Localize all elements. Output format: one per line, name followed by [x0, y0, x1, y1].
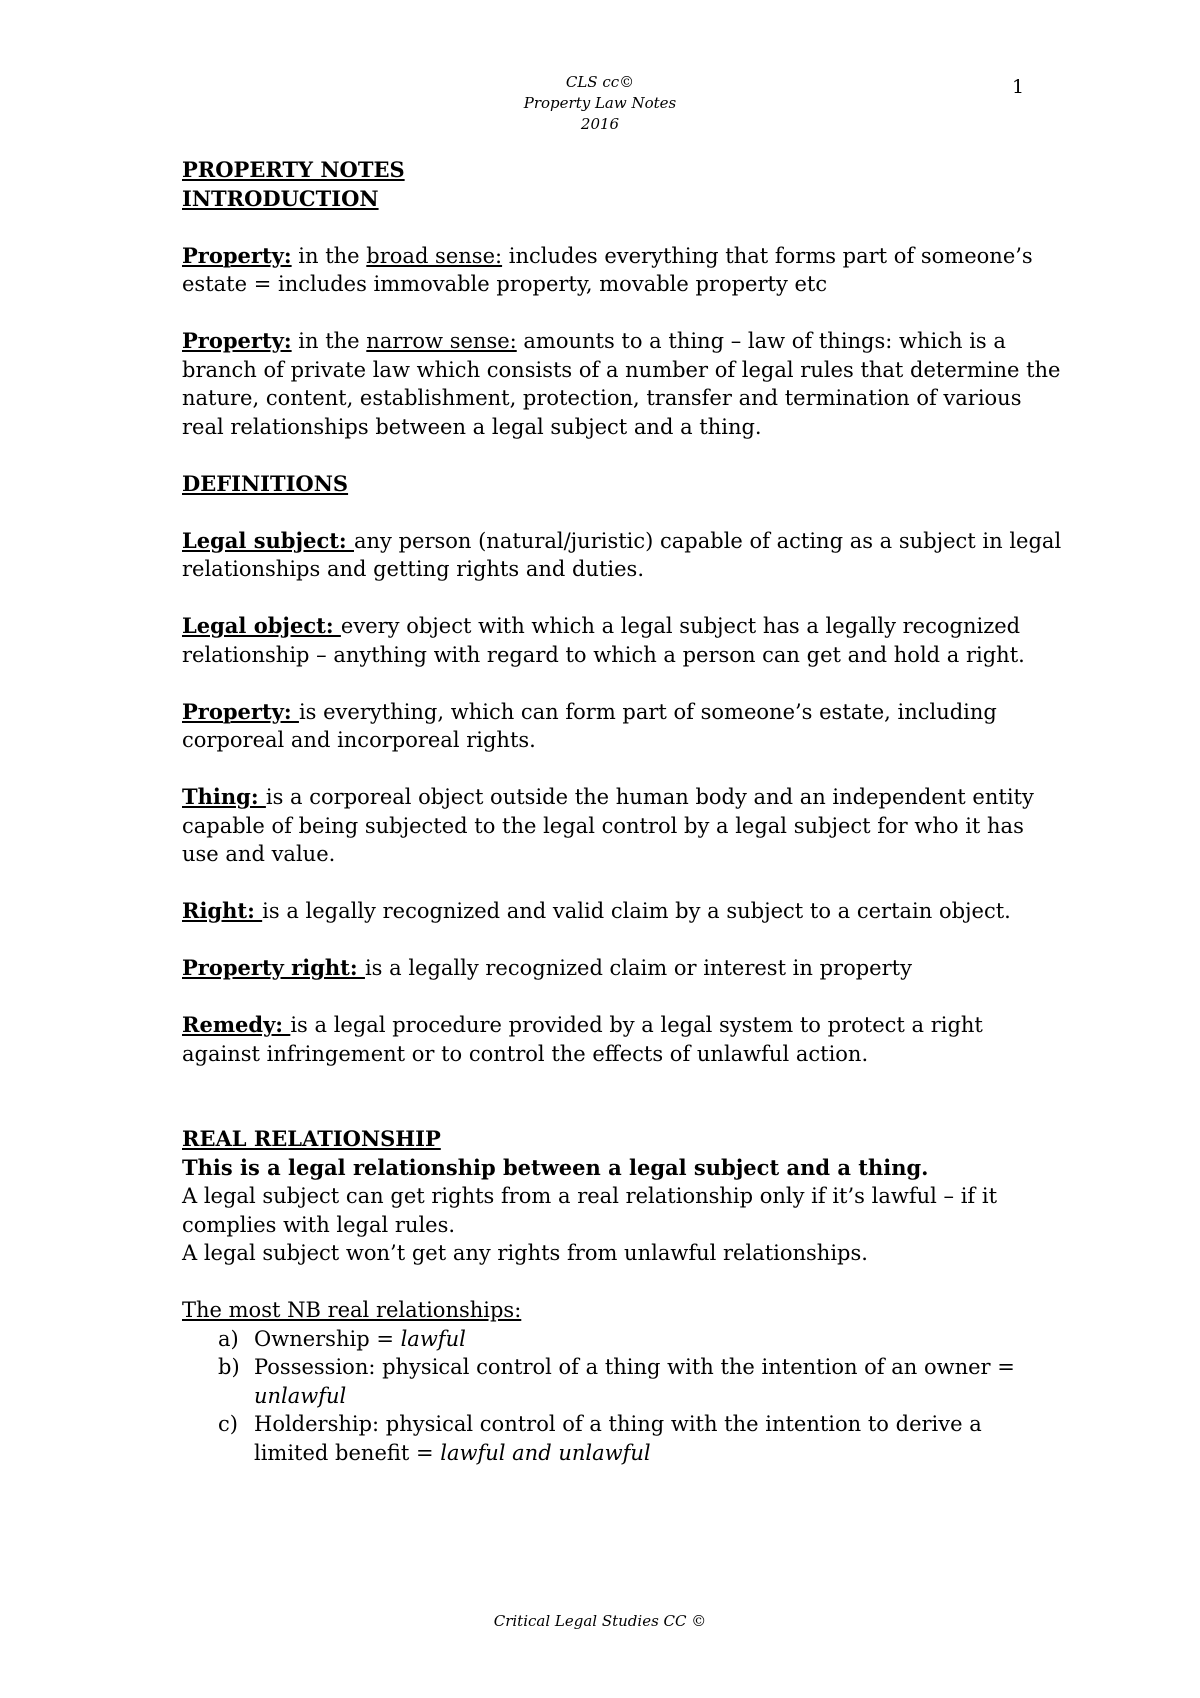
definition-text: is a corporeal object outside the human body and an independent entity capable of being subjected to the legal control by a legal subject for who it has use and value.	[182, 785, 1034, 866]
document-body	[182, 156, 1062, 1467]
heading-real-relationship: REAL RELATIONSHIP	[182, 1126, 441, 1151]
heading-definitions: DEFINITIONS	[182, 470, 349, 496]
definition-right	[182, 897, 1062, 926]
definition-text: every object with which a legal subject has a legally recognized relationship – anything with regard to which a person can get and hold a right.	[182, 614, 1025, 667]
header-company: CLS cc©	[565, 73, 635, 91]
list-item: a) Ownership = lawful	[254, 1325, 1062, 1354]
definition-legal-object	[182, 612, 1062, 669]
definition-term: Remedy:	[182, 1012, 291, 1037]
intro-paragraph-broad: Property: in the broad sense: includes everything that forms part of someone’s estate = includes immovable property, movable property etc	[182, 242, 1033, 296]
definition-remedy	[182, 1011, 1062, 1068]
real-relationship-unlawful-note: A legal subject won’t get any rights from unlawful relationships.	[182, 1241, 868, 1265]
definition-property-right	[182, 954, 1062, 983]
definition-term: Legal subject:	[182, 527, 354, 553]
term-property: Property:	[182, 328, 292, 353]
definition-text: any person (natural/juristic) capable of acting as a subject in legal relationships and getting rights and duties.	[182, 528, 1062, 581]
relationships-list	[182, 1325, 1062, 1468]
real-relationship-definition: This is a legal relationship between a legal subject and a thing.	[182, 1154, 929, 1180]
definition-text: is a legally recognized and valid claim by a subject to a certain object.	[262, 899, 1011, 923]
page-number: 1	[1012, 76, 1025, 98]
definition-term: Thing:	[182, 784, 266, 809]
definition-legal-subject	[182, 527, 1062, 584]
header-year: 2016	[580, 115, 620, 133]
heading-introduction: INTRODUCTION	[182, 185, 379, 211]
definition-term: Legal object:	[182, 613, 341, 638]
list-item: b) Possession: physical control of a thing with the intention of an owner = unlawful	[218, 1355, 1015, 1408]
qualifier: lawful	[400, 1326, 466, 1351]
list-marker: a)	[218, 1326, 239, 1351]
relationships-list-title: The most NB real relationships:	[182, 1298, 522, 1322]
list-marker: c)	[218, 1412, 238, 1436]
broad-sense-label: broad sense:	[366, 243, 503, 268]
narrow-sense-label: narrow sense:	[366, 329, 517, 353]
real-relationship-lawful-note: A legal subject can get rights from a real relationship only if it’s lawful – if it complies with legal rules.	[182, 1184, 998, 1237]
definition-text: is a legal procedure provided by a legal system to protect a right against infringement or to control the effects of unlawful action.	[182, 1013, 983, 1066]
intro-paragraph-narrow: Property: in the narrow sense: amounts to a thing – law of things: which is a branch of private law which consists of a number of legal rules that determine the nature, content, establishment, protection, transfer and termination of various real relationships between a legal subject and a thing.	[182, 328, 1061, 439]
qualifier: unlawful	[254, 1383, 347, 1408]
heading-property-notes: PROPERTY NOTES	[182, 157, 405, 182]
definition-property	[182, 698, 1062, 755]
definition-text: is everything, which can form part of someone’s estate, including corporeal and incorporeal rights.	[182, 699, 997, 752]
definition-term: Right:	[182, 898, 263, 923]
definition-term: Property:	[182, 698, 299, 724]
page-footer: Critical Legal Studies CC ©	[493, 1612, 707, 1630]
list-marker: b)	[218, 1355, 240, 1379]
term-property: Property:	[182, 242, 292, 268]
definition-text: is a legally recognized claim or interest in property	[364, 956, 912, 980]
definition-thing	[182, 783, 1062, 869]
qualifier: lawful and unlawful	[440, 1440, 651, 1465]
list-item: c) Holdership: physical control of a thing with the intention to derive a limited benefit = lawful and unlawful	[218, 1412, 982, 1465]
header-title: Property Law Notes	[523, 94, 677, 112]
definition-term: Property right:	[182, 955, 365, 980]
